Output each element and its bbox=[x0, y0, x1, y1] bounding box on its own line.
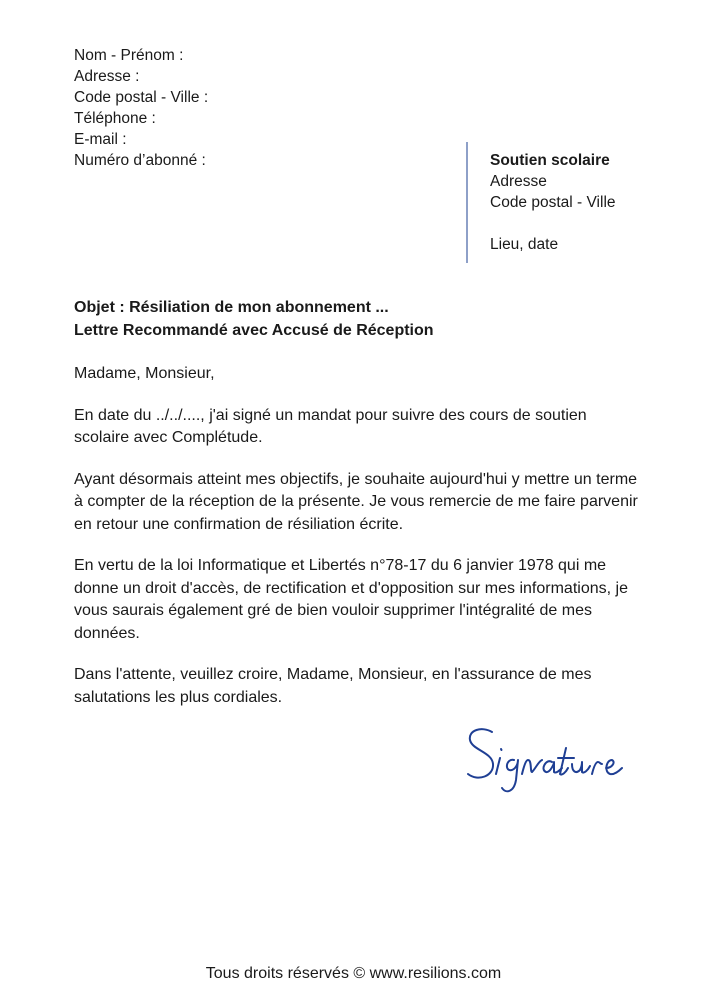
signature-image bbox=[462, 718, 637, 808]
paragraph-data-deletion: En vertu de la loi Informatique et Libertés n°78-17 du 6 janvier 1978 qui me donne un droit d'accès, de rectification et d'opposition sur mes informations, je vous saurais également gré de bien vouloir supprimer l'intégralité de mes données. bbox=[74, 557, 628, 642]
sender-address-label: Adresse : bbox=[74, 68, 140, 85]
sender-postal-label: Code postal - Ville : bbox=[74, 89, 209, 106]
recipient-divider bbox=[466, 142, 468, 263]
recipient-postal: Code postal - Ville bbox=[490, 194, 616, 211]
greeting: Madame, Monsieur, bbox=[74, 365, 215, 382]
sender-phone-label: Téléphone : bbox=[74, 110, 156, 127]
recipient-name: Soutien scolaire bbox=[490, 152, 610, 169]
subject-line: Objet : Résiliation de mon abonnement ... bbox=[74, 299, 389, 316]
letter-body bbox=[74, 363, 639, 728]
recipient-spacer bbox=[490, 213, 616, 234]
recipient-address: Adresse bbox=[490, 173, 547, 190]
sender-block bbox=[74, 45, 208, 171]
registered-mail-line: Lettre Recommandé avec Accusé de Réception bbox=[74, 322, 434, 339]
sender-email-label: E-mail : bbox=[74, 131, 127, 148]
recipient-place-date: Lieu, date bbox=[490, 236, 559, 253]
sender-subscriber-label: Numéro d’abonné : bbox=[74, 152, 206, 169]
sender-name-label: Nom - Prénom : bbox=[74, 47, 184, 64]
paragraph-termination: Ayant désormais atteint mes objectifs, je souhaite aujourd'hui y mettre un terme à compter de la réception de la présente. Je vous remercie de me faire parvenir en retour une confirmation de résiliation écrite. bbox=[74, 470, 638, 533]
subject-block bbox=[74, 296, 434, 342]
recipient-block bbox=[490, 150, 616, 255]
paragraph-mandate: En date du ../../...., j'ai signé un mandat pour suivre des cours de soutien scolaire avec Complétude. bbox=[74, 406, 587, 446]
paragraph-closing: Dans l'attente, veuillez croire, Madame, Monsieur, en l'assurance de mes salutations les plus cordiales. bbox=[74, 666, 592, 706]
footer-copyright: Tous droits réservés © www.resilions.com bbox=[205, 965, 502, 982]
